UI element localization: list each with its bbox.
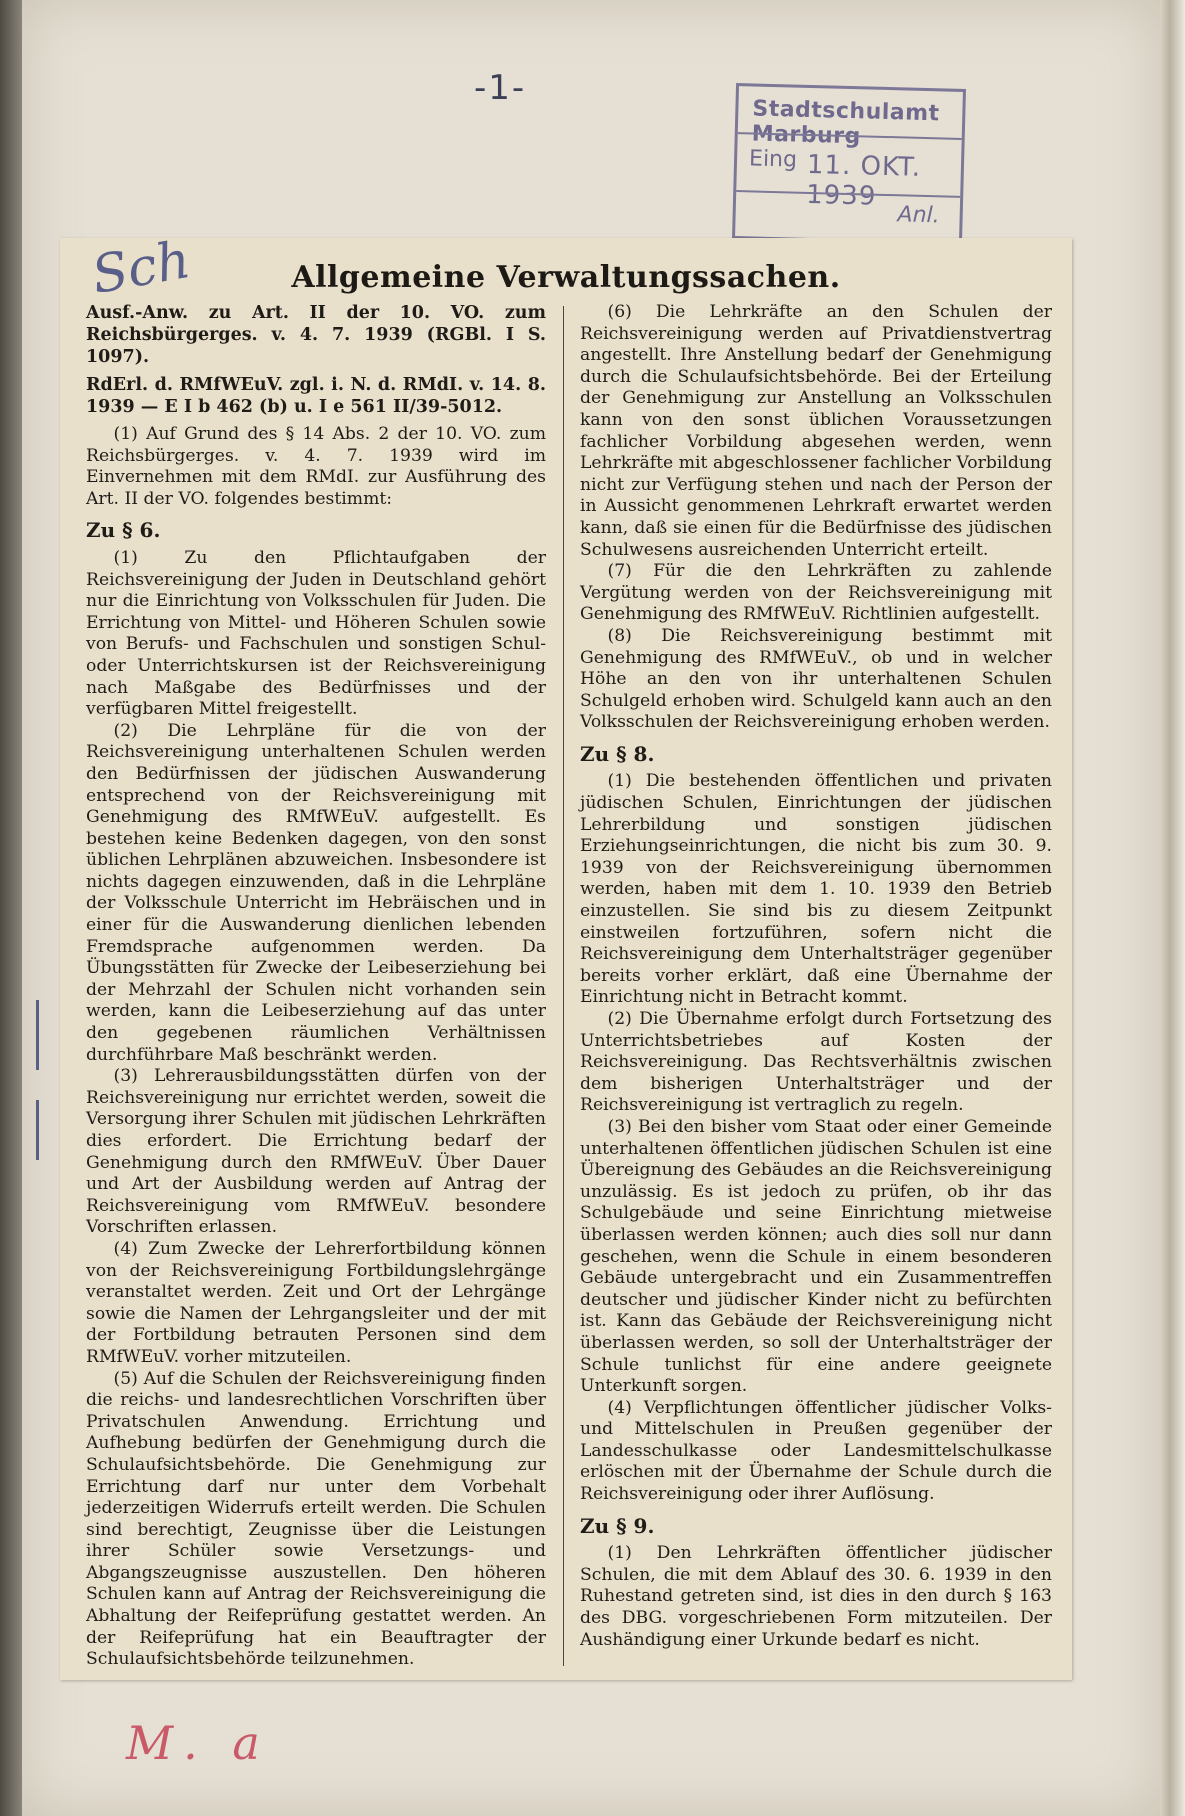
stamp-date: 11. OKT. 1939	[805, 149, 922, 212]
right-column	[580, 302, 1052, 1651]
paragraph: (8) Die Reichsvereinigung bestimmt mit Genehmigung des RMfWEuV., ob und in welcher Höhe an den von ihr unterhaltenen Schulen Schulgeld erhoben wird. Schulgeld kann auch an den Volksschulen der Reichsvereinigung erhoben werden.	[580, 625, 1052, 733]
reference-title: Ausf.-Anw. zu Art. II der 10. VO. zum Reichsbürgerges. v. 4. 7. 1939 (RGBl. I S. 1097).	[86, 303, 546, 367]
section-heading-9: Zu § 9.	[580, 1513, 655, 1538]
left-column	[86, 302, 546, 1671]
paragraph: (4) Verpflichtungen öffentlicher jüdischer Volks- und Mittelschulen in Preußen gegenüber der Landesschulkasse oder Landesmittelschulkasse erlöschen mit der Übernahme der Schule durch die Reichsvereinigung oder ihrer Auflösung.	[580, 1397, 1052, 1505]
paragraph: (7) Für die den Lehrkräften zu zahlende Vergütung werden von der Reichsvereinigung mit Genehmigung des RMfWEuV. Richtlinien aufgestellt.	[580, 561, 1052, 625]
handwritten-note: M. a	[126, 1716, 270, 1770]
paragraph: (6) Die Lehrkräfte an den Schulen der Reichsvereinigung werden auf Privatdienstvertrag angestellt. Ihre Anstellung bedarf der Genehmigung durch die Schulaufsichtsbehörde. Bei der Erteilung der Genehmigung zur Anstellung an Volksschulen kann von den sonst üblichen Voraussetzungen fachlicher Vorbildung abgesehen werden, wenn Lehrkräfte mit abgeschlossener fachlicher Vorbildung nicht zur Verfügung stehen und nach der Person der in Aussicht genommenen Lehrkraft erwartet werden kann, daß sie einen für die Bedürfnisse des jüdischen Schulwesens ausreichenden Unterricht erteilt.	[580, 302, 1052, 560]
page-number: -1-	[474, 68, 527, 108]
paragraph: (4) Zum Zwecke der Lehrerfortbildung können von der Reichsvereinigung Fortbildungslehrgänge veranstaltet werden. Zeit und Ort der Lehrgänge sowie die Namen der Lehrgangsleiter und der mit der Fortbildung betrauten Personen sind dem RMfWEuV. vorher mitzuteilen.	[86, 1238, 546, 1367]
page-stack-edge	[1160, 0, 1185, 1816]
intro-paragraph: (1) Auf Grund des § 14 Abs. 2 der 10. VO. zum Reichsbürgerges. v. 4. 7. 1939 wird im Einvernehmen mit dem RMdI. zur Ausführung des Art. II der VO. folgendes bestimmt:	[86, 424, 546, 509]
receipt-stamp	[732, 83, 966, 245]
paragraph: (1) Die bestehenden öffentlichen und privaten jüdischen Schulen, Einrichtungen der jüdischen Lehrerbildung und sonstigen jüdischen Erziehungseinrichtungen, die nicht bis zum 30. 9. 1939 von der Reichsvereinigung übernommen werden, haben mit dem 1. 10. 1939 den Betrieb einzustellen. Sie sind bis zu diesem Zeitpunkt einstweilen fortzuführen, sofern nicht die Reichsvereinigung dem Unterhaltsträger gegenüber bereits vorher erklärt, daß eine Übernahme der Einrichtung nicht in Betracht kommt.	[580, 771, 1052, 1008]
stamp-received-label: Eing	[748, 146, 798, 173]
stamp-annex-label: Anl.	[897, 202, 940, 229]
binder-edge	[0, 0, 22, 1816]
paragraph: (5) Auf die Schulen der Reichsvereinigung finden die reichs- und landesrechtlichen Vorschriften über Privatschulen Anwendung. Errichtung und Aufhebung bedürfen der Genehmigung durch die Schulaufsichtsbehörde. Die Genehmigung zur Errichtung darf nur unter dem Vorbehalt jederzeitigen Widerrufs erteilt werden. Die Schulen sind berechtigt, Zeugnisse über die Leistungen ihrer Schüler sowie Versetzungs- und Abgangszeugnisse auszustellen. Den höheren Schulen kann auf Antrag der Reichsvereinigung die Abhaltung der Reifeprüfung gestattet werden. An der Reifeprüfung hat ein Beauftragter der Schulaufsichtsbehörde teilzunehmen.	[86, 1368, 546, 1670]
paragraph: (3) Bei den bisher vom Staat oder einer Gemeinde unterhaltenen öffentlichen jüdischen Schulen ist eine Übereignung des Gebäudes an die Reichsvereinigung unzulässig. Es ist jedoch zu prüfen, ob ihr das Schulgebäude und seine Einrichtung mietweise überlassen werden können; auch dies soll nur dann geschehen, wenn die Schule in einem besonderen Gebäude untergebracht und ein Zusammentreffen deutscher und jüdischer Kinder nicht zu befürchten ist. Kann das Gebäude der Reichsvereinigung nicht überlassen werden, so soll der Unterhaltsträger der Schule tunlichst für eine andere geeignete Unterkunft sorgen.	[580, 1116, 1052, 1397]
column-divider	[563, 306, 564, 1666]
reference-decree: RdErl. d. RMfWEuV. zgl. i. N. d. RMdI. v. 14. 8. 1939 — E I b 462 (b) u. I e 561 II/39-5012.	[86, 375, 546, 417]
paragraph: (1) Den Lehrkräften öffentlicher jüdischer Schulen, die mit dem Ablauf des 30. 6. 1939 in den Ruhestand getreten sind, ist dies in den durch § 163 des DBG. vorgeschriebenen Form mitzuteilen. Der Aushändigung einer Urkunde bedarf es nicht.	[580, 1543, 1052, 1650]
section-heading-6: Zu § 6.	[86, 518, 161, 543]
paragraph: (2) Die Übernahme erfolgt durch Fortsetzung des Unterrichtsbetriebes auf Kosten der Reichsvereinigung. Das Rechtsverhältnis zwischen dem bisherigen Unterhaltsträger und der Reichsvereinigung ist vertraglich zu regeln.	[580, 1009, 1052, 1116]
newspaper-clipping	[60, 238, 1072, 1680]
handwritten-initials: Sch	[87, 229, 195, 307]
clipping-headline: Allgemeine Verwaltungssachen.	[291, 260, 841, 295]
archive-page	[22, 0, 1160, 1816]
paragraph: (1) Zu den Pflichtaufgaben der Reichsvereinigung der Juden in Deutschland gehört nur die Einrichtung von Volksschulen für Juden. Die Errichtung von Mittel- und Höheren Schulen sowie von Berufs- und Fachschulen und sonstigen Schul- oder Unterrichtskursen ist der Reichsvereinigung nach Maßgabe des Bedürfnisses und der verfügbaren Mittel freigestellt.	[86, 547, 546, 720]
margin-pencil-mark	[36, 1100, 39, 1160]
paragraph: (2) Die Lehrpläne für die von der Reichsvereinigung unterhaltenen Schulen werden den Bedürfnissen der jüdischen Auswanderung entsprechend von der Reichsvereinigung mit Genehmigung des RMfWEuV. aufgestellt. Es bestehen keine Bedenken dagegen, von den sonst üblichen Lehrplänen abzuweichen. Insbesondere ist nichts dagegen einzuwenden, daß in die Lehrpläne der Volksschule Unterricht im Hebräischen und in einer für die Auswanderung dienlichen lebenden Fremdsprache aufgenommen werden. Da Übungsstätten für Zwecke der Leibeserziehung bei der Mehrzahl der Schulen nicht vorhanden sein werden, kann die Leibeserziehung auf das unter den gegebenen räumlichen Verhältnissen durchführbare Maß beschränkt werden.	[86, 720, 546, 1065]
stamp-office: Stadtschulamt Marburg	[751, 96, 940, 150]
margin-pencil-mark	[36, 1000, 39, 1070]
section-heading-8: Zu § 8.	[580, 741, 655, 766]
paragraph: (3) Lehrerausbildungsstätten dürfen von der Reichsvereinigung nur errichtet werden, soweit die Versorgung ihrer Schulen mit jüdischen Lehrkräften dies erfordert. Die Errichtung bedarf der Genehmigung durch den RMfWEuV. Über Dauer und Art der Ausbildung werden auf Antrag der Reichsvereinigung vom RMfWEuV. besondere Vorschriften erlassen.	[86, 1066, 546, 1238]
